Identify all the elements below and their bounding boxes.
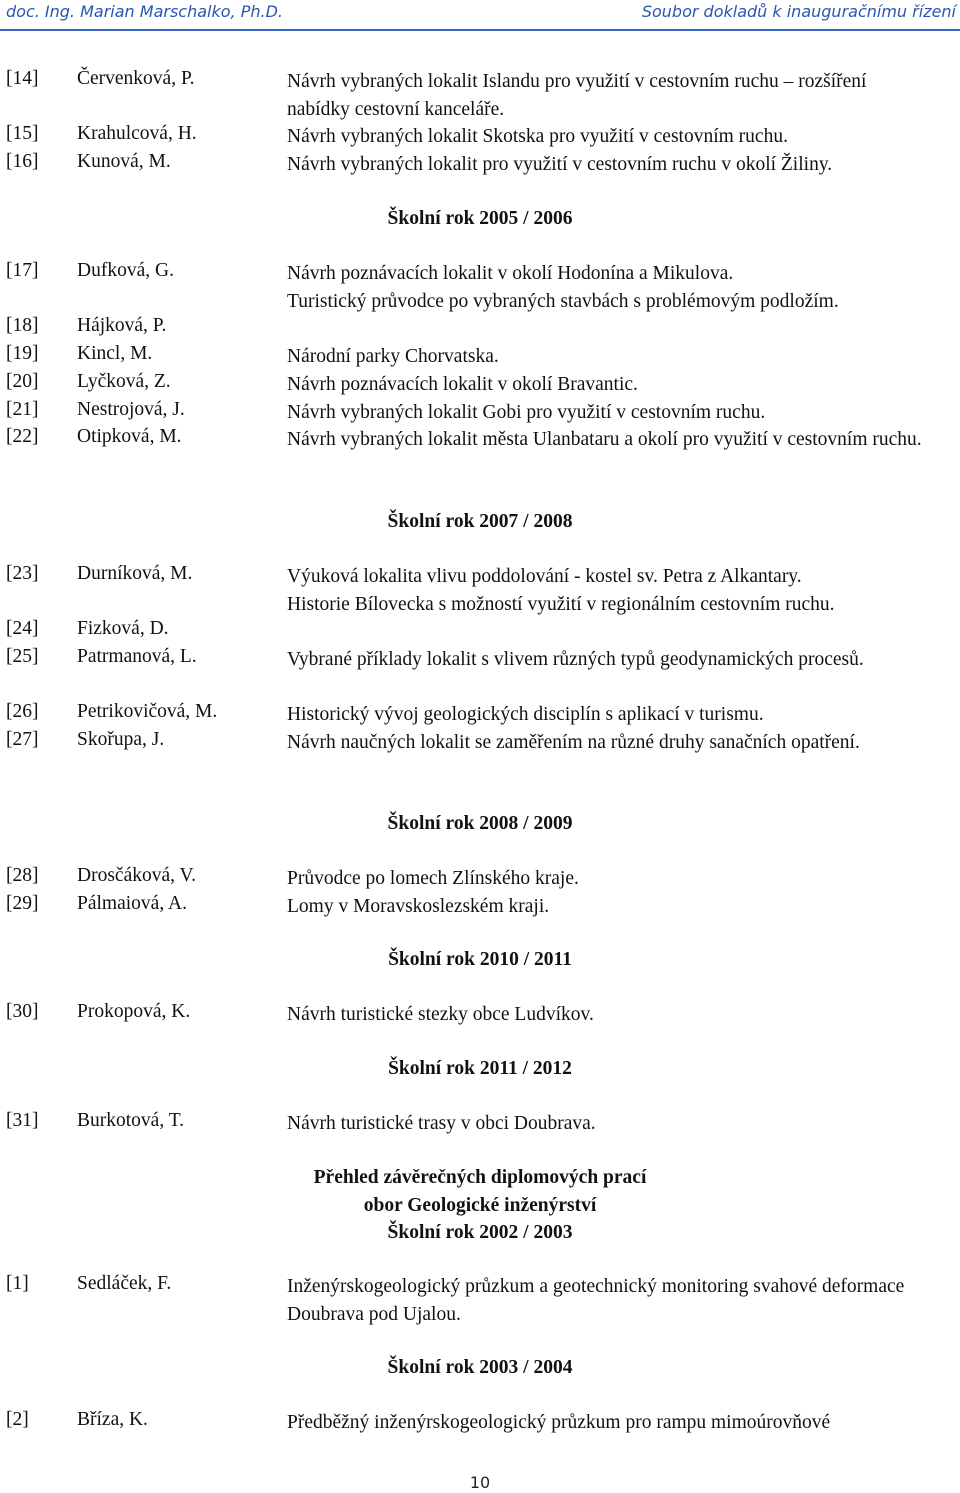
entry-author: Kunová, M. bbox=[77, 151, 171, 172]
entry-author: Otipková, M. bbox=[77, 426, 182, 447]
section-heading: Přehled závěrečných diplomových prací bbox=[313, 1167, 647, 1188]
school-year-heading: Školní rok 2003 / 2004 bbox=[387, 1357, 573, 1378]
entry-author: Krahulcová, H. bbox=[77, 123, 197, 144]
entry-title: Návrh turistické trasy v obci Doubrava. bbox=[287, 1113, 596, 1134]
school-year-heading: Školní rok 2005 / 2006 bbox=[387, 208, 573, 229]
entry-title: Návrh vybraných lokalit Islandu pro využití v cestovním ruchu – rozšíření nabídky cestovní kanceláře. bbox=[287, 71, 867, 120]
entry-title: Návrh poznávacích lokalit v okolí Hodonína a Mikulova. bbox=[287, 263, 734, 284]
entry-author: Červenková, P. bbox=[77, 68, 195, 89]
entry-author: Bříza, K. bbox=[77, 1409, 148, 1430]
header-document-title: Soubor dokladů k inauguračnímu řízení bbox=[641, 2, 956, 21]
entry-number: [26] bbox=[6, 701, 39, 722]
entry-number: [15] bbox=[6, 123, 39, 144]
entry-title: Výuková lokalita vlivu poddolování - kostel sv. Petra z Alkantary. bbox=[287, 566, 802, 587]
entry-title: Návrh vybraných lokalit pro využití v cestovním ruchu v okolí Žiliny. bbox=[287, 154, 833, 175]
page-number: 10 bbox=[469, 1473, 491, 1492]
entry-number: [17] bbox=[6, 260, 39, 281]
school-year-heading: Školní rok 2007 / 2008 bbox=[387, 511, 573, 532]
entry-title: Národní parky Chorvatska. bbox=[287, 346, 499, 367]
entry-title: Návrh naučných lokalit se zaměřením na různé druhy sanačních opatření. bbox=[287, 732, 860, 753]
entry-title: Průvodce po lomech Zlínského kraje. bbox=[287, 868, 579, 889]
entry-author: Sedláček, F. bbox=[77, 1273, 172, 1294]
entry-number: [28] bbox=[6, 865, 39, 886]
school-year-heading: Školní rok 2010 / 2011 bbox=[388, 949, 572, 970]
entry-author: Drosčáková, V. bbox=[77, 865, 196, 886]
entry-number: [14] bbox=[6, 68, 39, 89]
section-subheading: obor Geologické inženýrství bbox=[363, 1195, 597, 1216]
entry-title: Návrh vybraných lokalit Gobi pro využití v cestovním ruchu. bbox=[287, 402, 766, 423]
entry-title: Inženýrskogeologický průzkum a geotechnický monitoring svahové deformace Doubrava pod Ujalou. bbox=[287, 1276, 905, 1325]
entry-author: Patrmanová, L. bbox=[77, 646, 197, 667]
entry-author: Petrikovičová, M. bbox=[77, 701, 218, 722]
school-year-heading: Školní rok 2011 / 2012 bbox=[388, 1058, 572, 1079]
entry-number: [23] bbox=[6, 563, 39, 584]
entry-author: Nestrojová, J. bbox=[77, 399, 185, 420]
entry-number: [24] bbox=[6, 618, 39, 639]
entry-author: Hájková, P. bbox=[77, 315, 167, 336]
entry-title: Turistický průvodce po vybraných stavbách s problémovým podložím. bbox=[287, 291, 839, 312]
entry-number: [27] bbox=[6, 729, 39, 750]
entry-author: Pálmaiová, A. bbox=[77, 893, 187, 914]
entry-number: [16] bbox=[6, 151, 39, 172]
entry-title: Předběžný inženýrskogeologický průzkum pro rampu mimoúrovňové bbox=[287, 1412, 831, 1433]
entry-title: Návrh vybraných lokalit města Ulanbataru a okolí pro využití v cestovním ruchu. bbox=[287, 429, 922, 450]
entry-title: Historický vývoj geologických disciplín s aplikací v turismu. bbox=[287, 704, 764, 725]
entry-number: [31] bbox=[6, 1110, 39, 1131]
entry-number: [29] bbox=[6, 893, 39, 914]
header-rule bbox=[0, 29, 960, 31]
entry-author: Skořupa, J. bbox=[77, 729, 165, 750]
school-year-heading: Školní rok 2008 / 2009 bbox=[387, 813, 573, 834]
entry-author: Kincl, M. bbox=[77, 343, 153, 364]
school-year-heading: Školní rok 2002 / 2003 bbox=[387, 1222, 573, 1243]
entry-author: Fizková, D. bbox=[77, 618, 169, 639]
entry-number: [22] bbox=[6, 426, 39, 447]
entry-author: Dufková, G. bbox=[77, 260, 174, 281]
entry-title: Lomy v Moravskoslezském kraji. bbox=[287, 896, 550, 917]
entry-title: Vybrané příklady lokalit s vlivem různých typů geodynamických procesů. bbox=[287, 649, 864, 670]
entry-author: Durníková, M. bbox=[77, 563, 193, 584]
entry-number: [2] bbox=[6, 1409, 29, 1430]
entry-number: [25] bbox=[6, 646, 39, 667]
entry-title: Návrh poznávacích lokalit v okolí Bravantic. bbox=[287, 374, 638, 395]
entry-author: Burkotová, T. bbox=[77, 1110, 185, 1131]
entry-number: [21] bbox=[6, 399, 39, 420]
header-author: doc. Ing. Marian Marschalko, Ph.D. bbox=[6, 2, 283, 21]
entry-title: Návrh vybraných lokalit Skotska pro využití v cestovním ruchu. bbox=[287, 126, 788, 147]
entry-author: Prokopová, K. bbox=[77, 1001, 191, 1022]
entry-number: [18] bbox=[6, 315, 39, 336]
entry-number: [20] bbox=[6, 371, 39, 392]
entry-title: Historie Bílovecka s možností využití v regionálním cestovním ruchu. bbox=[287, 594, 835, 615]
entry-number: [30] bbox=[6, 1001, 39, 1022]
entry-title: Návrh turistické stezky obce Ludvíkov. bbox=[287, 1004, 594, 1025]
entry-number: [1] bbox=[6, 1273, 29, 1294]
page-header bbox=[0, 0, 960, 30]
entry-number: [19] bbox=[6, 343, 39, 364]
entry-author: Lyčková, Z. bbox=[77, 371, 171, 392]
